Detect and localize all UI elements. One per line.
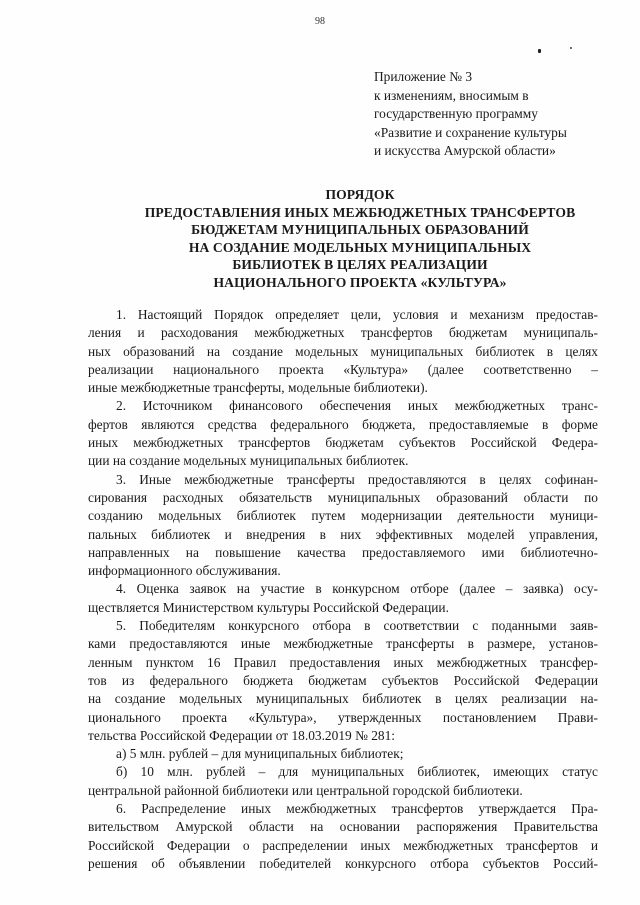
body-line: ленным пунктом 16 Правил предоставления иных межбюджетных трансфер- bbox=[88, 654, 598, 670]
scan-speck bbox=[570, 47, 572, 49]
title-line: БЮДЖЕТАМ МУНИЦИПАЛЬНЫХ ОБРАЗОВАНИЙ bbox=[191, 222, 529, 237]
body-line: Российской Федерации о распределении иных межбюджетных трансфертов и bbox=[88, 837, 598, 853]
body-line: созданию модельных библиотек путем модернизации деятельности муници- bbox=[88, 508, 598, 524]
appendix-line: Приложение № 3 bbox=[374, 69, 473, 84]
body-line: решения об объявлении победителей конкурсного отбора субъектов Россий- bbox=[88, 855, 598, 871]
body-line: ления и расходования межбюджетных трансфертов бюджетам муниципаль- bbox=[88, 325, 598, 341]
appendix-note bbox=[374, 68, 614, 161]
body-line: на создание модельных муниципальных библиотек в целях реализации на- bbox=[88, 691, 598, 707]
appendix-line: и искусства Амурской области» bbox=[374, 143, 556, 158]
document-body bbox=[88, 306, 598, 873]
body-line: сирования расходных обязательств муниципальных образований области по bbox=[88, 489, 598, 505]
body-line: ционального проекта «Культура», утвержденных постановлением Прави- bbox=[88, 709, 598, 725]
body-line: ществляется Министерством культуры Российской Федерации. bbox=[88, 599, 449, 615]
body-line: а) 5 млн. рублей – для муниципальных библиотек; bbox=[116, 746, 404, 762]
body-line: 3. Иные межбюджетные трансферты предоставляются в целях софинан- bbox=[116, 471, 598, 487]
page-number: 98 bbox=[315, 16, 325, 27]
body-line: 4. Оценка заявок на участие в конкурсном отборе (далее – заявка) осу- bbox=[116, 581, 598, 597]
title-line: ПРЕДОСТАВЛЕНИЯ ИНЫХ МЕЖБЮДЖЕТНЫХ ТРАНСФЕРТОВ bbox=[144, 204, 576, 220]
body-line: ных образований на создание модельных муниципальных библиотек в целях bbox=[88, 343, 598, 359]
body-line: 1. Настоящий Порядок определяет цели, условия и механизм предостав- bbox=[116, 307, 598, 322]
scan-speck bbox=[538, 49, 541, 53]
body-line: ками предоставляются иные межбюджетные трансферты в размере, установ- bbox=[88, 636, 598, 652]
title-line: БИБЛИОТЕК В ЦЕЛЯХ РЕАЛИЗАЦИИ bbox=[232, 257, 488, 272]
body-line: ции на создание модельных муниципальных библиотек. bbox=[88, 453, 409, 469]
appendix-line: к изменениям, вносимым в bbox=[374, 87, 529, 103]
body-line: 5. Победителям конкурсного отбора в соответствии с поданными заяв- bbox=[116, 618, 598, 634]
body-line: б) 10 млн. рублей – для муниципальных библиотек, имеющих статус bbox=[116, 764, 598, 780]
title-line: ПОРЯДОК bbox=[325, 187, 395, 202]
body-line: пальных библиотек и внедрения в них эффективных моделей управления, bbox=[88, 526, 598, 542]
body-line: иные межбюджетные трансферты, модельные библиотеки). bbox=[88, 380, 428, 396]
appendix-line: государственную программу bbox=[374, 106, 538, 121]
document-title bbox=[60, 186, 640, 291]
body-line: информационного обслуживания. bbox=[88, 563, 281, 579]
title-line: НА СОЗДАНИЕ МОДЕЛЬНЫХ МУНИЦИПАЛЬНЫХ bbox=[188, 239, 532, 255]
body-line: центральной районной библиотеки или центральной городской библиотеки. bbox=[88, 782, 523, 798]
body-line: иных межбюджетных трансфертов бюджетам субъектов Российской Федера- bbox=[88, 435, 598, 451]
body-line: тов из федерального бюджета бюджетам субъектов Российской Федерации bbox=[88, 672, 598, 688]
body-line: фертов являются средства федерального бюджета, предоставляемые в форме bbox=[88, 416, 598, 432]
body-line: направленных на повышение качества предоставляемого ими библиотечно- bbox=[88, 544, 598, 560]
body-line: 2. Источником финансового обеспечения иных межбюджетных транс- bbox=[116, 398, 598, 414]
scan-specks bbox=[532, 46, 582, 56]
body-line: вительством Амурской области на основании распоряжения Правительства bbox=[88, 819, 598, 835]
body-line: реализации национального проекта «Культура» (далее соответственно – bbox=[88, 361, 598, 377]
body-line: тельства Российской Федерации от 18.03.2019 № 281: bbox=[88, 727, 395, 743]
title-line: НАЦИОНАЛЬНОГО ПРОЕКТА «КУЛЬТУРА» bbox=[213, 274, 507, 290]
appendix-line: «Развитие и сохранение культуры bbox=[374, 124, 567, 140]
body-line: 6. Распределение иных межбюджетных трансфертов утверждается Пра- bbox=[116, 801, 598, 817]
